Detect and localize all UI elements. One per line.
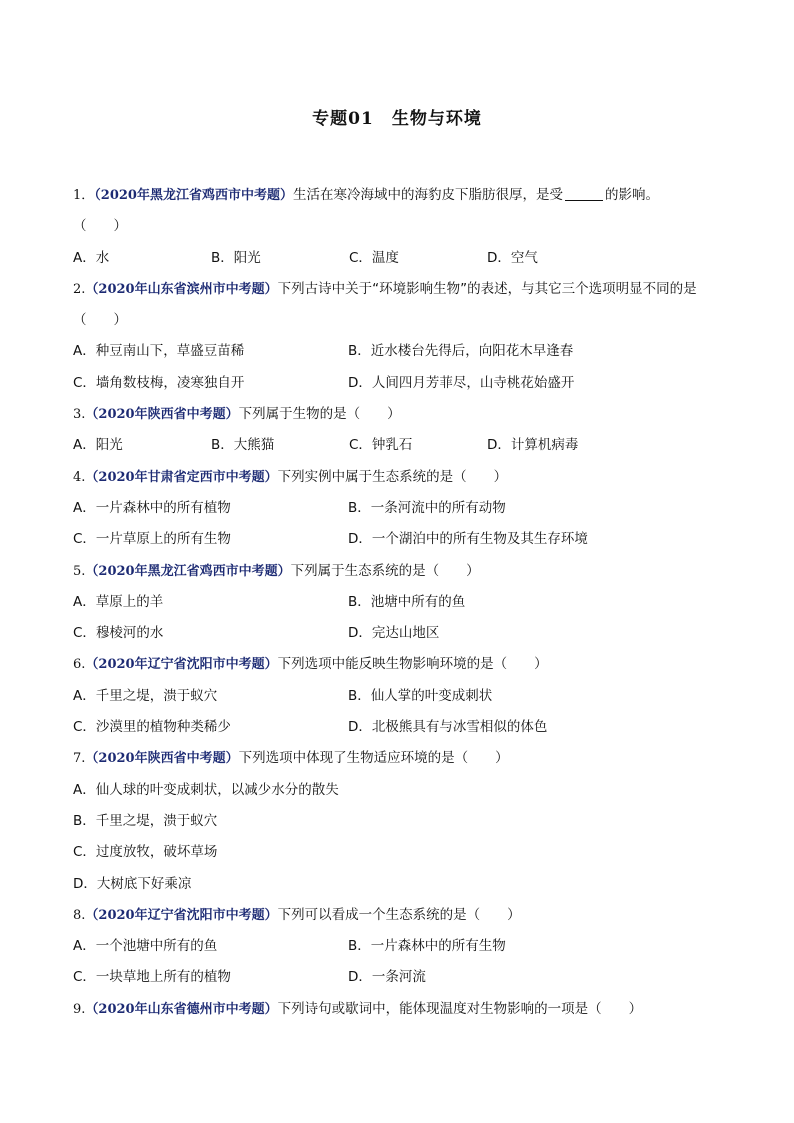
question-2-stem [73,274,733,305]
question-text: 下列选项中能反映生物影响环境的是（ ） [277,656,548,673]
question-5-stem [73,556,733,587]
question-list [73,180,733,1025]
option-b: B．阳光 [211,249,261,266]
question-6-stem [73,649,733,680]
option-c: C．墙角数枝梅，凌寒独自开 [73,374,245,391]
option-d: D．一条河流 [348,969,426,986]
option-c: C．沙漠里的植物种类稀少 [73,719,231,736]
question-number: 4. [73,469,86,485]
option-c: C．一块草地上所有的植物 [73,969,231,986]
question-8-stem [73,900,733,931]
answer-blank [565,186,603,201]
option-b: B．大熊猫 [211,437,275,454]
question-2-paren [73,305,733,336]
question-source: （2020年甘肃省定西市中考题） [85,469,278,485]
question-8-options-row1 [73,931,733,962]
option-d: D．人间四月芳菲尽，山寺桃花始盛开 [348,374,575,391]
option-b: B．池塘中所有的鱼 [348,593,466,610]
question-6-options-row2 [73,712,733,743]
question-4-options-row1 [73,493,733,524]
option-b: B．一条河流中的所有动物 [348,499,506,516]
question-9-stem [73,994,733,1025]
question-number: 7. [73,751,86,767]
question-source: （2020年陕西省中考题） [85,751,239,767]
option-d: D．完达山地区 [348,625,440,642]
question-source: （2020年山东省德州市中考题） [85,1001,278,1017]
option-d: D．空气 [487,249,538,266]
question-1-paren [73,211,733,242]
question-text: 下列诗句或歇词中，能体现温度对生物影响的一项是（ ） [277,1000,643,1017]
question-8-options-row2 [73,962,733,993]
question-2-options-row1 [73,336,733,367]
option-a: A．仙人球的叶变成刺状，以减少水分的散失 [73,781,339,798]
question-text: 下列实例中属于生态系统的是（ ） [277,468,508,485]
option-a: A．一个池塘中所有的鱼 [73,938,218,955]
option-c: C．穆棱河的水 [73,625,164,642]
question-text: 下列古诗中关于“环境影响生物”的表述，与其它三个选项明显不同的是 [277,280,697,297]
question-3-stem [73,399,733,430]
page-title: 专题01 生物与环境 [312,109,482,129]
question-4-stem [73,462,733,493]
option-c: C．温度 [349,249,399,266]
option-b: B．千里之堤，溃于蚁穴 [73,812,218,829]
question-7-stem [73,743,733,774]
question-1-options [73,243,733,274]
question-2-options-row2 [73,368,733,399]
question-text: 下列属于生物的是（ ） [238,406,401,423]
question-number: 1． [73,188,95,203]
question-source: （2020年辽宁省沈阳市中考题） [85,907,278,923]
question-number: 5. [73,563,86,579]
question-text: 下列属于生态系统的是（ ） [290,562,480,579]
question-1-stem [73,180,733,211]
answer-paren: （ ） [73,312,127,329]
question-5-options-row2 [73,618,733,649]
answer-paren: （ ） [73,218,127,235]
question-number: 6. [73,657,86,673]
option-a: A．千里之堤，溃于蚁穴 [73,687,218,704]
option-d: D．大树底下好乘凉 [73,875,192,892]
question-number: 2. [73,281,86,297]
question-source: （2020年黑龙江省鸡西市中考题） [85,563,291,579]
option-d: D．北极熊具有与冰雪相似的体色 [348,719,548,736]
question-text-end: 的影响。 [604,187,659,203]
question-text: 生活在寒冷海域中的海豹皮下脂肪很厚，是受 [292,187,563,203]
question-source: （2020年山东省滨州市中考题） [85,281,278,297]
option-a: A．一片森林中的所有植物 [73,499,231,516]
question-number: 8. [73,907,86,923]
option-c: C．钟乳石 [349,437,413,454]
question-4-options-row2 [73,524,733,555]
question-source: （2020年黑龙江省鸡西市中考题） [94,188,293,203]
option-a: A．草原上的羊 [73,593,164,610]
option-d: D．计算机病毒 [487,437,579,454]
option-a: A．水 [73,249,110,266]
question-6-options-row1 [73,681,733,712]
option-b: B．仙人掌的叶变成刺状 [348,687,493,704]
option-a: A．种豆南山下，草盛豆苗稀 [73,343,245,360]
question-3-options [73,430,733,461]
question-number: 9. [73,1001,86,1017]
option-a: A．阳光 [73,437,123,454]
question-source: （2020年辽宁省沈阳市中考题） [85,657,278,673]
question-5-options-row1 [73,587,733,618]
option-c: C．一片草原上的所有生物 [73,531,231,548]
option-b: B．一片森林中的所有生物 [348,938,506,955]
question-source: （2020年陕西省中考题） [85,407,239,423]
question-text: 下列选项中体现了生物适应环境的是（ ） [238,750,509,767]
option-c: C．过度放牧，破坏草场 [73,844,218,861]
option-b: B．近水楼台先得后，向阳花木早逢春 [348,343,574,360]
option-d: D．一个湖泊中的所有生物及其生存环境 [348,531,588,548]
question-number: 3. [73,407,86,423]
question-text: 下列可以看成一个生态系统的是（ ） [277,906,521,923]
